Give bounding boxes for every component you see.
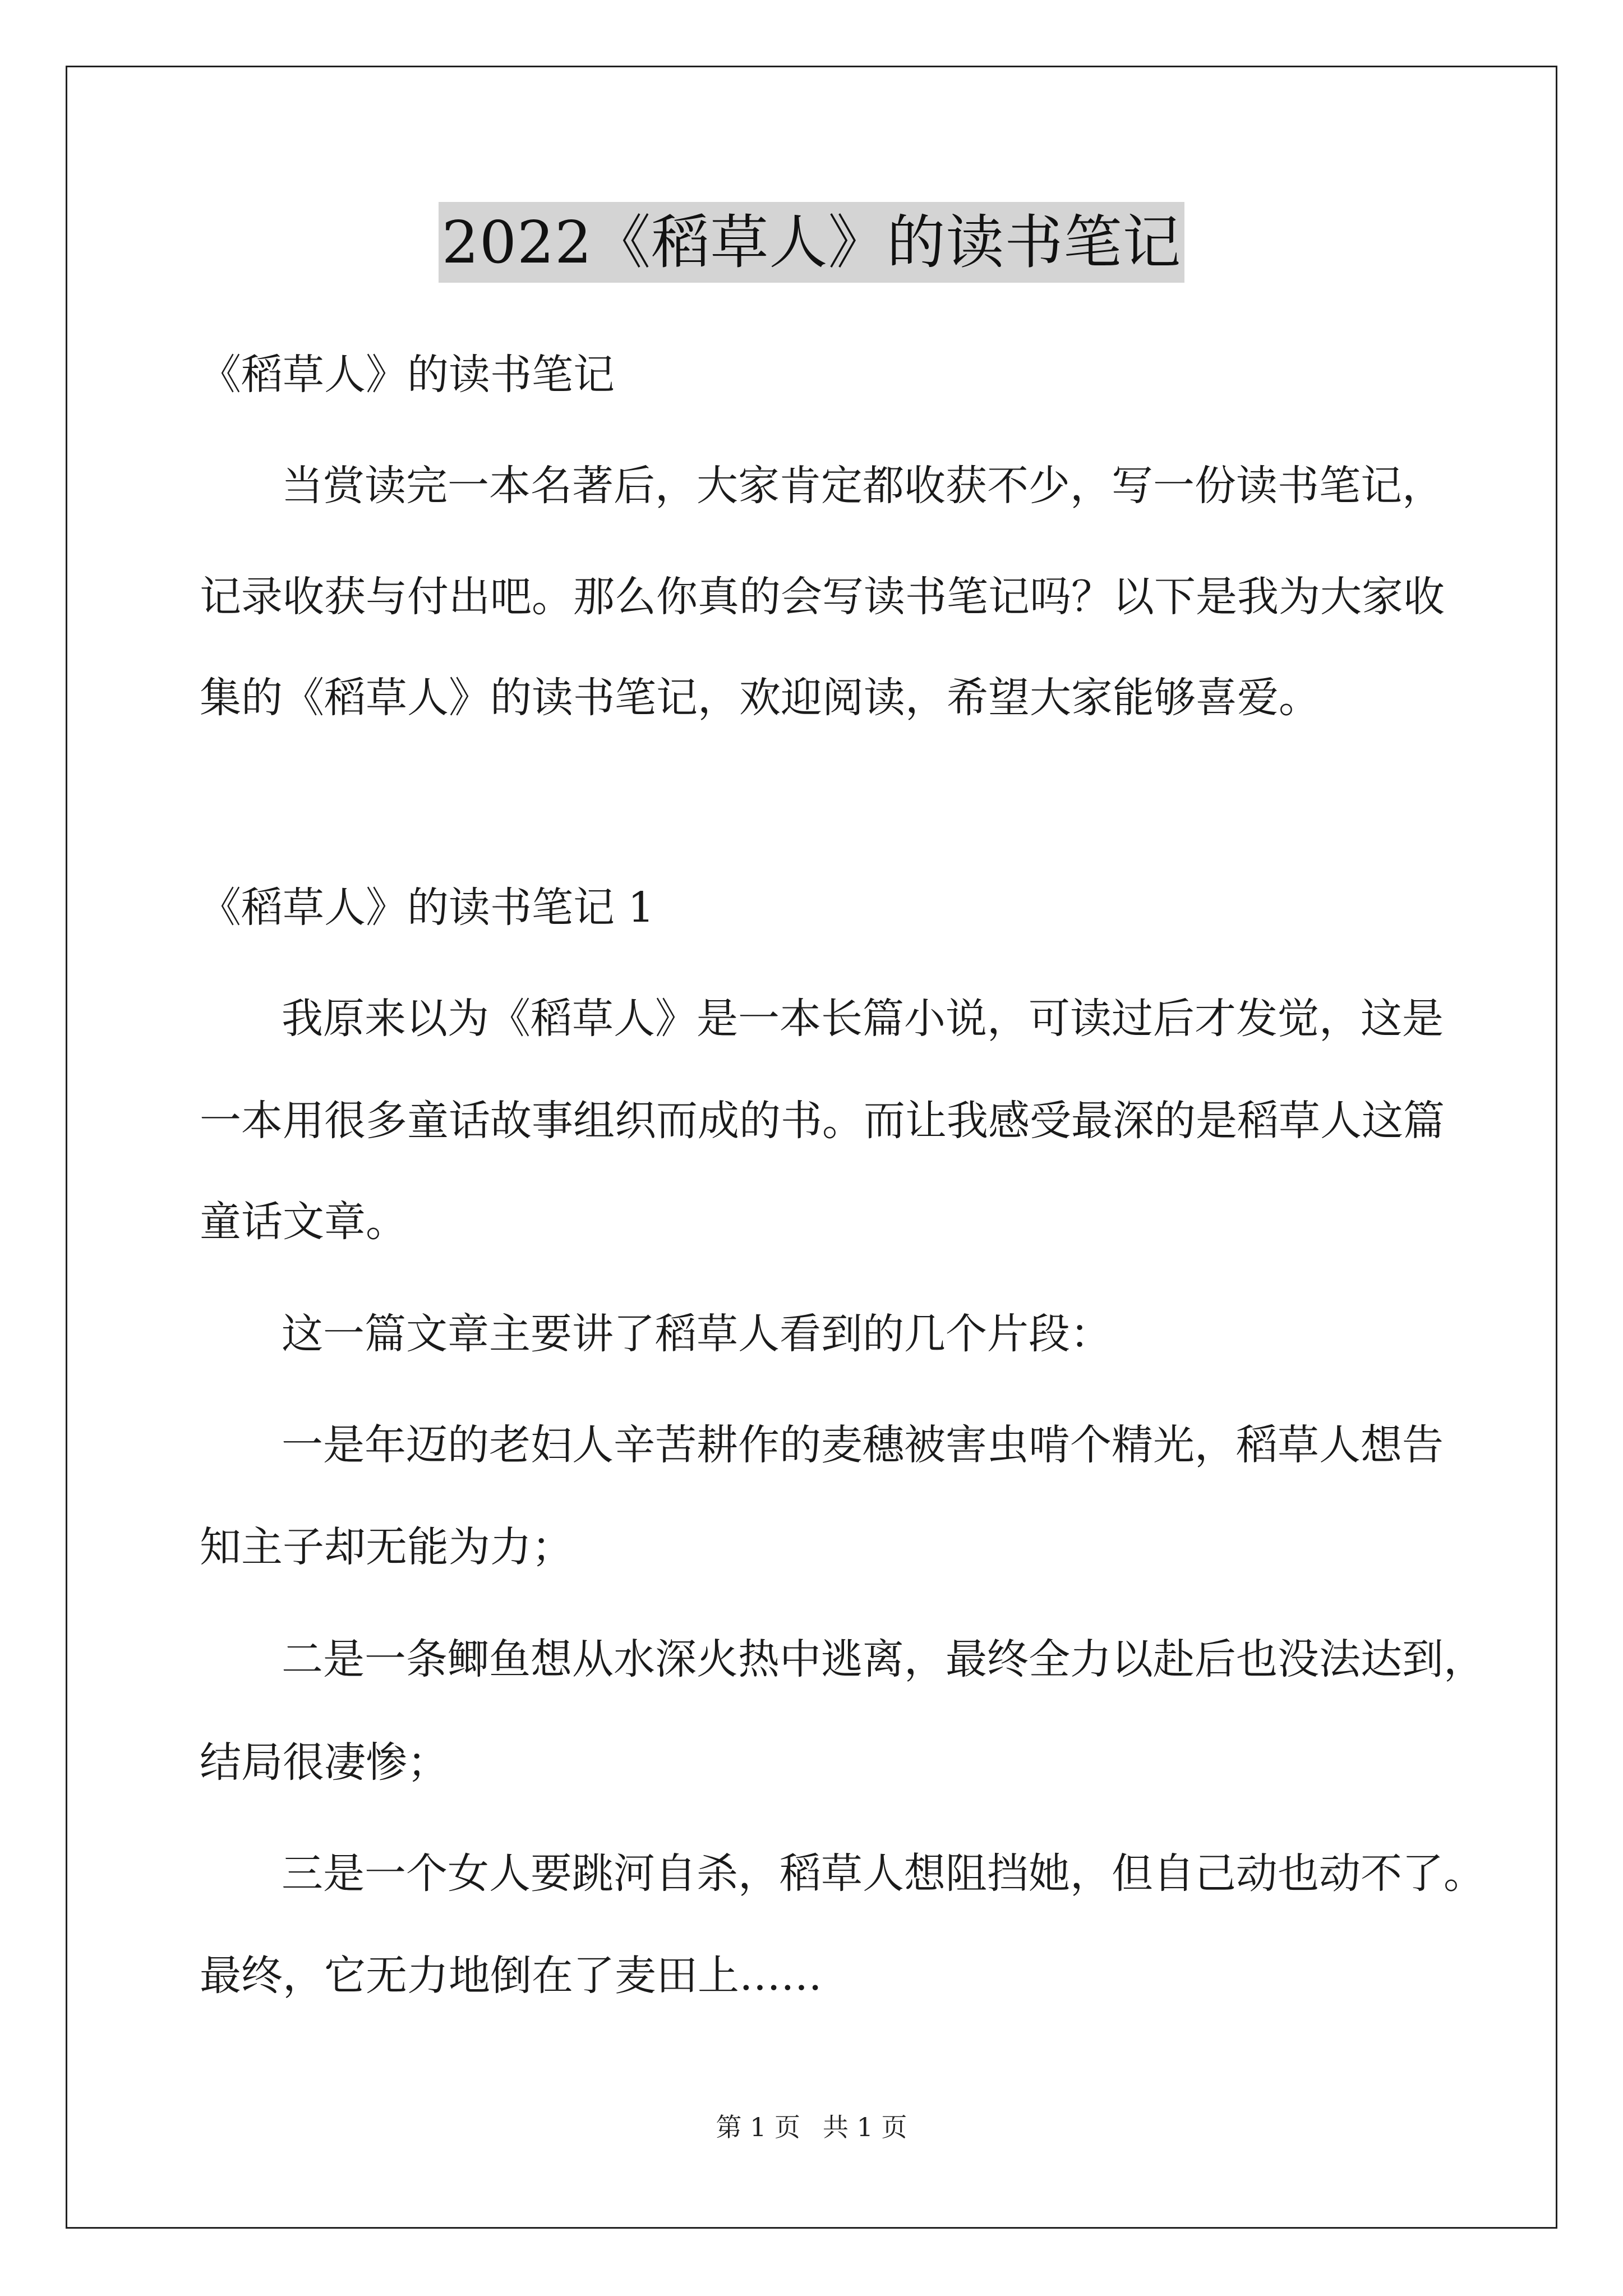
page-number-total: 共 1 页	[823, 2112, 907, 2142]
paragraph-line: 这一篇文章主要讲了稻草人看到的几个片段：	[282, 1310, 1112, 1358]
paragraph-line: 结局很凄惨；	[200, 1738, 449, 1787]
title-container	[0, 202, 1623, 283]
paragraph-line: 我原来以为《稻草人》是一本长篇小说，可读过后才发觉，这是	[282, 995, 1444, 1043]
page-number-current: 第 1 页	[716, 2112, 800, 2142]
paragraph-line: 一是年迈的老妇人辛苦耕作的麦穗被害虫啃个精光，稻草人想告	[282, 1421, 1444, 1469]
paragraph-line: 童话文章。	[200, 1198, 407, 1246]
paragraph-line: 记录收获与付出吧。那么你真的会写读书笔记吗？以下是我为大家收	[200, 573, 1445, 621]
section-heading: 《稻草人》的读书笔记 1	[200, 884, 654, 932]
document-title: 2022《稻草人》的读书笔记	[439, 202, 1185, 283]
subtitle-line: 《稻草人》的读书笔记	[200, 351, 615, 399]
paragraph-line: 二是一条鲫鱼想从水深火热中逃离，最终全力以赴后也没法达到，	[282, 1635, 1485, 1683]
paragraph-line: 当赏读完一本名著后，大家肯定都收获不少，写一份读书笔记，	[282, 462, 1444, 510]
paragraph-line: 知主子却无能为力；	[200, 1523, 573, 1571]
paragraph-line: 三是一个女人要跳河自杀，稻草人想阻挡她，但自己动也动不了。	[282, 1849, 1485, 1898]
page-footer	[0, 2110, 1623, 2144]
paragraph-line: 一本用很多童话故事组织而成的书。而让我感受最深的是稻草人这篇	[200, 1097, 1445, 1145]
paragraph-line: 集的《稻草人》的读书笔记，欢迎阅读，希望大家能够喜爱。	[200, 674, 1320, 722]
paragraph-line: 最终，它无力地倒在了麦田上……	[200, 1952, 822, 2000]
